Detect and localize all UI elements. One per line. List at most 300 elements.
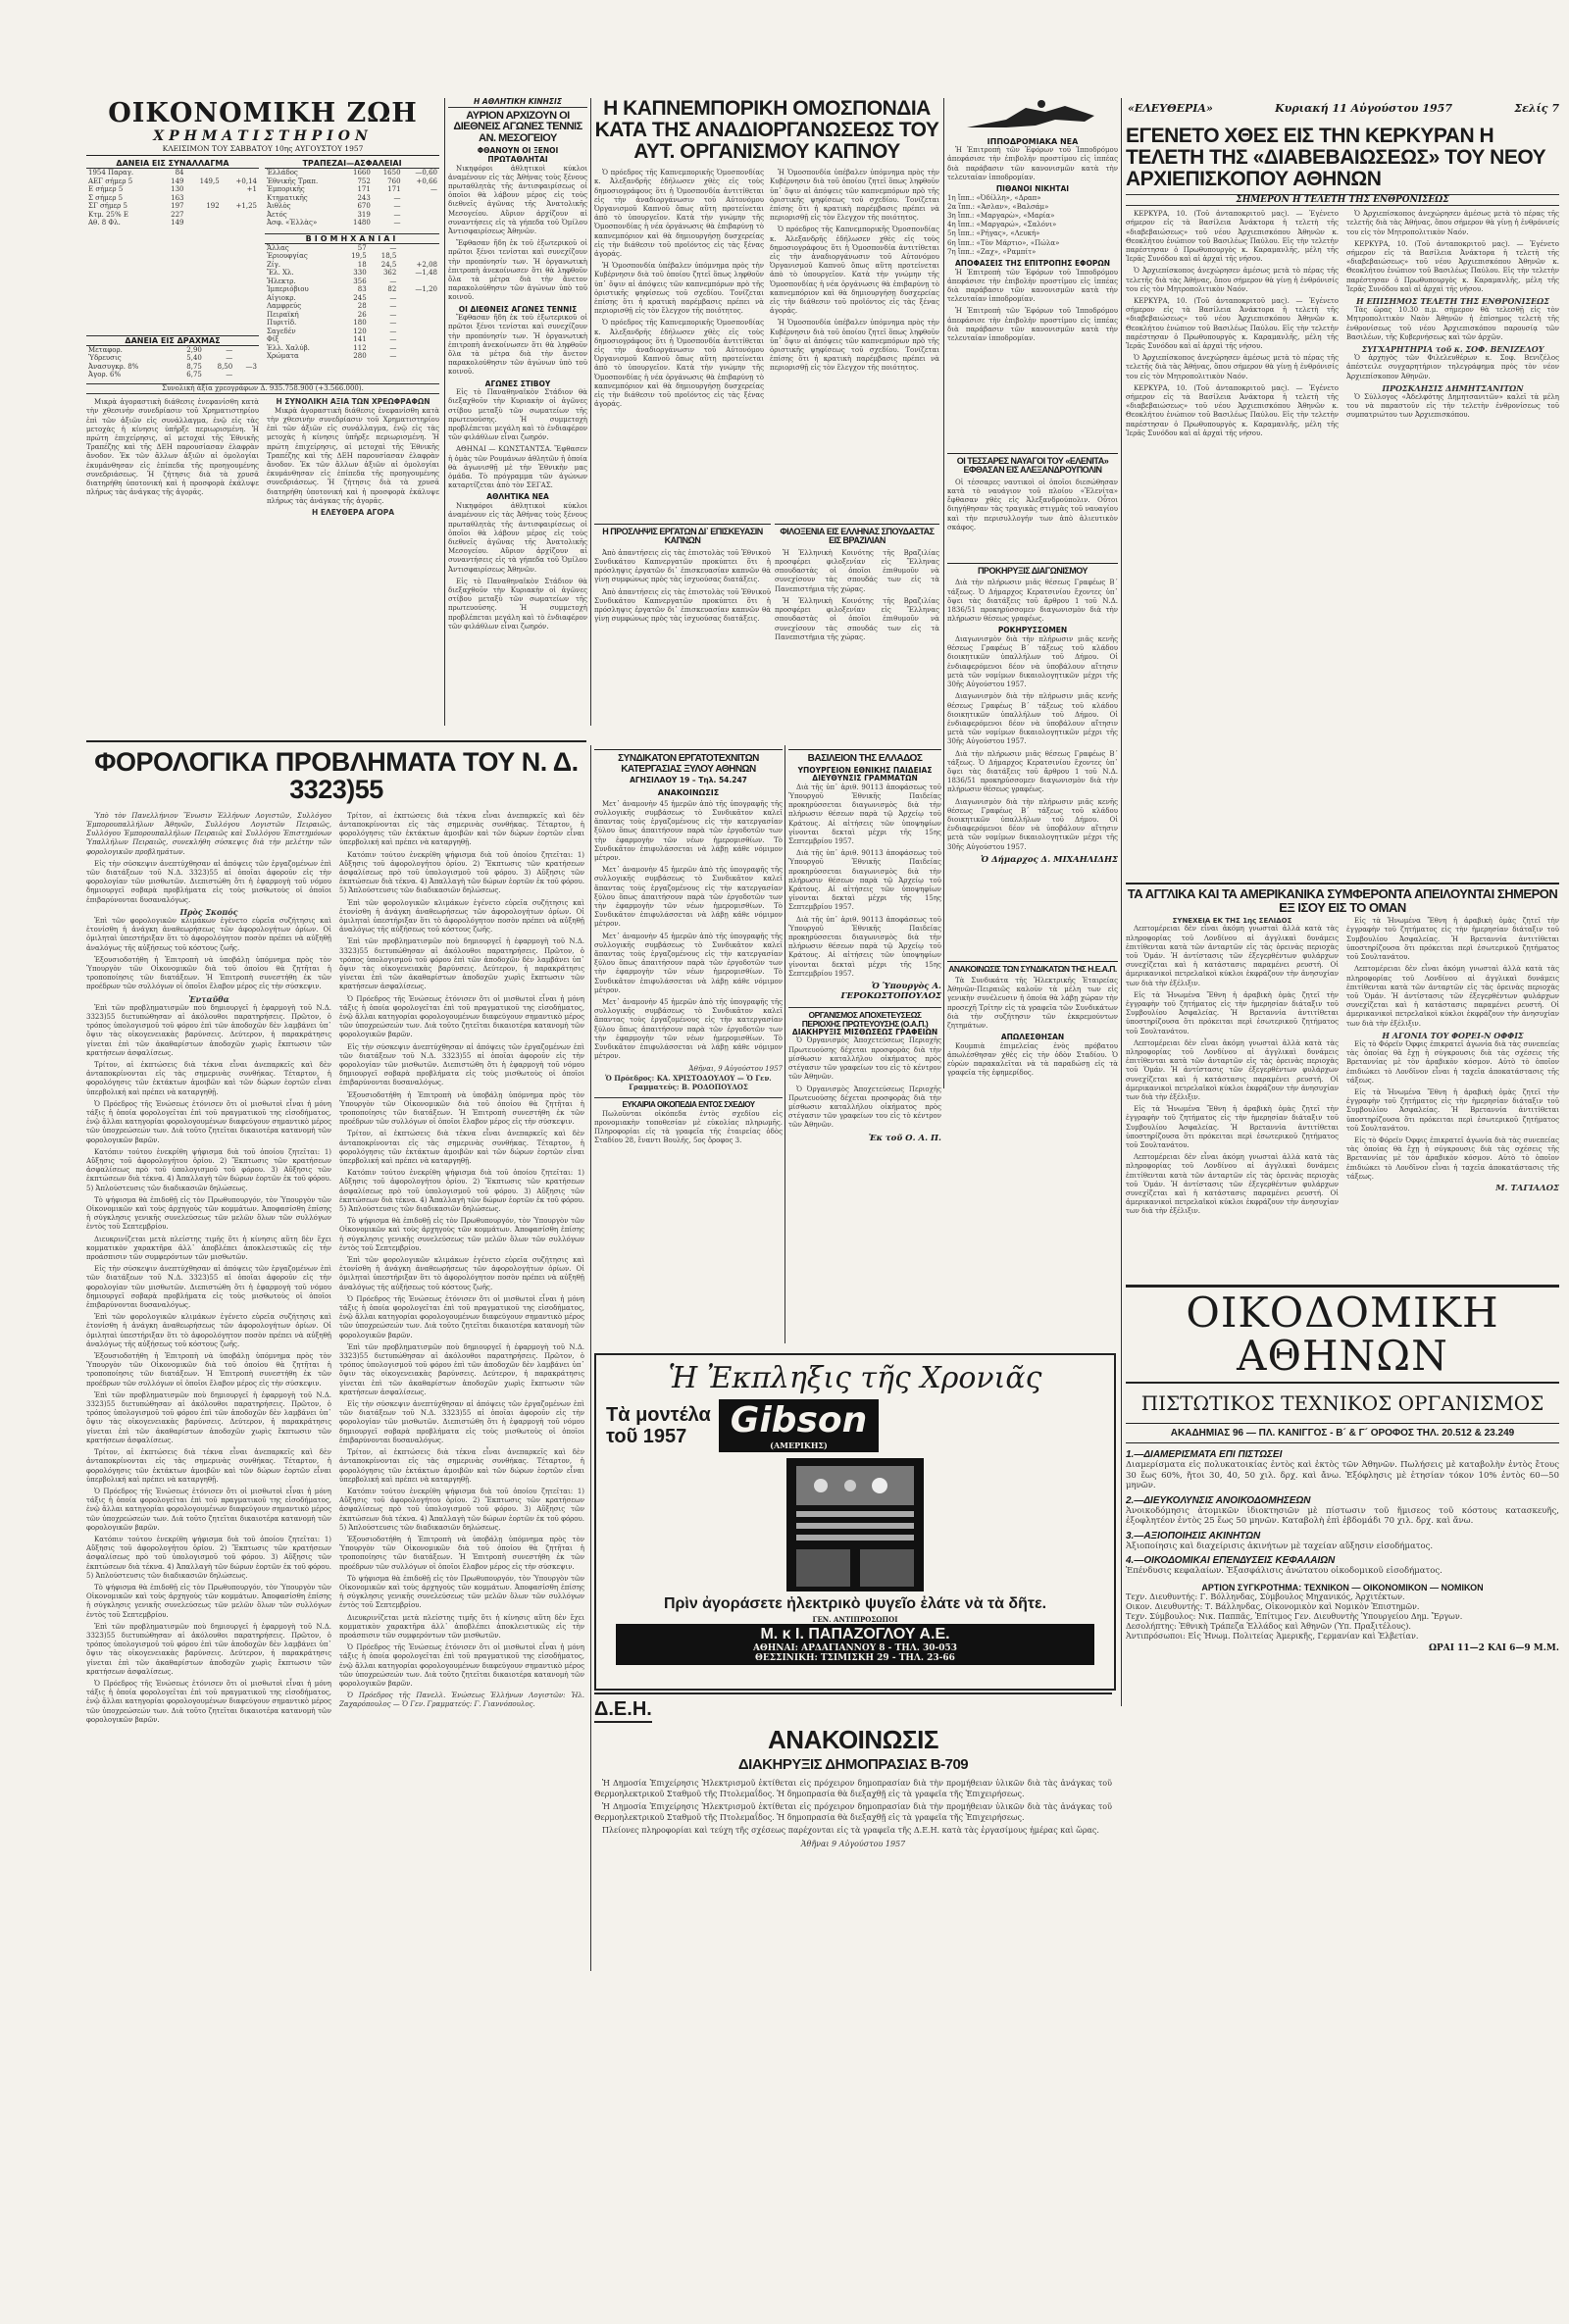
ministry-body2: Διὰ τῆς ὑπ᾽ ἀριθ. 90113 ἀποφάσεως τοῦ Ὑπουργοῦ Ἐθνικῆς Παιδείας προκηρύσσεται διαγωνισμὸς διὰ τὴν πλήρωσιν θέσεων παρὰ τῷ Ἀρχείῳ τοῦ Κράτους. Αἱ αἰτήσεις τῶν ὑποψηφίων γίνονται δεκταὶ μέχρι τῆς 15ης Σεπτεμβρίου 1957. [788, 849, 941, 912]
winner-item: 3η ἵππ.: «Μαργαρὼ», «Μαρία» [947, 212, 1055, 221]
kerkyra-body-c: Ὁ Ἀρχιεπίσκοπος ἀνεχώρησεν ἀμέσως μετὰ τὸ πέρας τῆς τελετῆς διὰ τὰς Ἀθήνας, ὅπου σήμερον θὰ γίνῃ ἡ ἐνθρόνισίς του εἰς τὸν Μητροπολιτικὸν Ναόν. [1126, 354, 1339, 380]
kerkyra-section [1126, 126, 1559, 881]
racing-title: ΙΠΠΟΔΡΟΜΙΑΚΑ ΝΕΑ [987, 137, 1079, 146]
price-cell [234, 354, 259, 363]
oap-sign: Ἐκ τοῦ Ο. Α. Π. [868, 1133, 941, 1143]
ministry-title: ΒΑΣΙΛΕΙΟΝ ΤΗΣ ΕΛΛΑΔΟΣ [807, 753, 923, 764]
price-cell: 245 [353, 293, 367, 302]
oap-body2: Ὁ Ὀργανισμὸς Ἀποχετεύσεως Περιοχῆς Πρωτευούσης δέχεται προσφορὰς διὰ τὴν μίσθωσιν καταλλήλου οἰκήματος πρὸς στέγασιν τῶν γραφείων του εἰς τὸ κέντρον τῶν Ἀθηνῶν. [788, 1085, 941, 1130]
dei-body: Ἡ Δημοσία Ἐπιχείρησις Ἠλεκτρισμοῦ ἐκτίθεται εἰς πρόχειρον δημοπρασίαν διὰ τὴν προμήθειαν ὑλικῶν διὰ τὰς ἀνάγκας τοῦ Θερμοηλεκτρικοῦ Σταθμοῦ τῆς Πτολεμαΐδος. Ἡ δημοπρασία θὰ διεξαχθῇ εἰς τὰ γραφεῖα τῆς Ἐπιχειρήσεως. [594, 1779, 1112, 1798]
kerkyra-body4: Ὁ ἀρχηγὸς τῶν Φιλελευθέρων κ. Σοφ. Βενιζέλος ἀπέστειλε συγχαρητήριον τηλεγράφημα πρὸς τὸν νέον Ἀρχιεπίσκοπον Ἀθηνῶν. [1346, 354, 1559, 380]
price-cell: 2,90 [186, 345, 202, 354]
loans-drachma-title: ΔΑΝΕΙΑ ΕΙΣ ΔΡΑΧΜΑΣ [86, 335, 259, 346]
oman-sub: Η ΑΓΟΝΙΑ ΤΟΥ ΦΟΡΕΙ-Ν ΟΦΦΙΣ [1382, 1030, 1524, 1040]
ad-agent-label: ΓΕΝ. ΑΝΤΙΠΡΟΣΩΠΟΙ [812, 1615, 898, 1624]
price-cell [398, 352, 439, 361]
tax-sub2: Ἐνταῦθα [188, 993, 229, 1004]
kerkyra-sub: ΣΗΜΕΡΟΝ Η ΤΕΛΕΤΗ ΤΗΣ ΕΝΘΡΟΝΙΣΕΩΣ [1126, 194, 1559, 206]
dei-sub: ΔΙΑΚΗΡΥΞΙΣ ΔΗΜΟΠΡΑΣΙΑΣ Β-709 [737, 1756, 969, 1774]
plots-body: Πωλοῦνται οἰκόπεδα ἐντὸς σχεδίου εἰς προνομιακὴν τοποθεσίαν μὲ εὐκολίας πληρωμῆς. Πληροφορίαι εἰς τὰ γραφεῖα τῆς ἐταιρείας ὁδὸς Σταδίου 28, ἔναντι Βουλῆς, 5ος ὄροφος 3. [594, 1109, 783, 1145]
competition-body: Διὰ τὴν πλήρωσιν μιᾶς θέσεως Γραφέως Β´ τάξεως. Ὁ Δήμαρχος Κερατσινίου ἔχοντες ὑπ᾽ ὄψει τὰς διατάξεις τοῦ ἄρθρου 1 τοῦ Ν.Δ. 1836/51 προκηρύσσομεν διαγωνισμὸν διὰ τὴν πλήρωσιν θέσεως γραφέως. [947, 579, 1118, 624]
issue-date: Κυριακή 11 Αὐγούστου 1957 [1275, 102, 1452, 115]
sport-body5: Νικηφόροι ἀθλητικοὶ κύκλοι ἀναμένουν εἰς τὰς Ἀθήνας τοὺς ξένους πρωταθλητὰς τῆς ἀντισφαιρίσεως οἱ ὁποῖοι θὰ λάβουν μέρος εἰς τοὺς διεθνεῖς ἀγῶνας τῆς Ἀνατολικῆς Μεσογείου. Αὔριον ἀρχίζουν αἱ συναντήσεις εἰς τὰ γήπεδα τοῦ Ὁμίλου Ἀντισφαιρίσεως Ἀθηνῶν. [448, 502, 587, 574]
price-cell: 752 [357, 177, 371, 185]
tax-p3b: Ἐξουσιοδοτήθη ἡ Ἐπιτροπὴ νὰ ὑποβάλῃ ὑπόμνημα πρὸς τὸν Ὑπουργὸν τῶν Οἰκονομικῶν διὰ τοῦ ὁποίου θὰ ζητῆται ἡ τροποποίησις τῶν διατάξεων. Ἡ Ἐπιτροπὴ συνεστήθη ἐκ τῶν προέδρων τῶν συλλόγων οἱ ὁποῖοι ἔλαβον μέρος εἰς τὴν σύσκεψιν. [86, 1352, 331, 1388]
tax-p5d: Τρίτον, αἱ ἐκπτώσεις διὰ τέκνα εἶναι ἀνεπαρκεῖς καὶ δὲν ἀνταποκρίνονται εἰς τὰς σημερινὰς συνθήκας. Τέταρτον, ἡ φορολόγησις τῶν ἐκτάκτων ἀμοιβῶν καὶ τῶν δώρων ἑορτῶν εἶναι ὑπερβολική καὶ πρέπει νὰ καταργηθῇ. [339, 1130, 584, 1165]
building-staff [1126, 1592, 1559, 1642]
oman-body-b: Λεπτομέρειαι δὲν εἶναι ἀκόμη γνωσταὶ ἀλλὰ κατὰ τὰς πληροφορίας τοῦ Λονδίνου αἱ ἀγγλικαὶ δυνάμεις ἐπιτίθενται κατὰ τῶν ἀνταρτῶν εἰς τὰς ὀρεινὰς περιοχὰς τοῦ Ὁμάν. Ἡ ἀντίστασις τῶν ἐξεγερθέντων φυλάρχων συνεχίζεται καὶ ἡ κατάστασις παραμένει ρευστή. Οἱ ἀμερικανικοὶ πετρελαϊκοὶ κύκλοι ἐκφράζουν τὴν ἀνησυχίαν των διὰ τὴν ἐξέλιξιν. [1126, 1038, 1339, 1101]
gibson-ad [594, 1353, 1116, 1691]
tax-p1b: Εἰς τὴν σύσκεψιν ἀνεπτύχθησαν αἱ ἀπόψεις τῶν ἐργαζομένων ἐπὶ τῶν διατάξεων τοῦ Ν.Δ. 3323)55 αἱ ὁποῖαι ἀφοροῦν εἰς τὴν φορολογίαν τῶν μισθωτῶν. Διεπιστώθη ὅτι ἡ ἐφαρμογὴ τοῦ νόμου δημιουργεῖ σοβαρὰ προβλήματα εἰς τοὺς μισθωτοὺς οἱ ὁποῖοι ἐπιβαρύνονται δυσαναλόγως. [86, 1265, 331, 1310]
price-cell: 28 [357, 302, 367, 311]
building-ad [1126, 1285, 1559, 1706]
competition-section [947, 563, 1118, 961]
price-cell: 5,40 [186, 354, 202, 363]
price-cell [186, 185, 222, 194]
price-cell: 83 [357, 285, 367, 294]
service-heading: 2.—ΔΙΕΥΚΟΛΥΝΣΙΣ ΑΝΟΙΚΟΔΟΜΗΣΕΩΝ [1126, 1494, 1311, 1506]
industry-row [265, 285, 439, 294]
sport-body4: ΑΘΗΝΑΙ — ΚΩΝΣΤΑΝΤΣΑ. Ἔφθασεν ἡ ὁμὰς τῶν Ρουμάνων ἀθλητῶν ἡ ὁποία θὰ ἀγωνισθῇ μὲ τὴν Ἐθνικὴν μας ὁμάδα. Τὸ πρόγραμμα τῶν ἀγώνων καταρτίζεται ἀπὸ τὸν ΣΕΓΑΣ. [448, 445, 587, 490]
ministry-sub: ΥΠΟΥΡΓΕΙΟΝ ΕΘΝΙΚΗΣ ΠΑΙΔΕΙΑΣ ΔΙΕΥΘΥΝΣΙΣ ΓΡΑΜΜΑΤΩΝ [797, 765, 933, 783]
paper-name: «ΕΛΕΥΘΕΡΙΑ» [1128, 102, 1213, 115]
tax-p6c: Ὁ Πρόεδρος τῆς Ἑνώσεως ἐτόνισεν ὅτι οἱ μισθωτοὶ εἶναι ἡ μόνη τάξις ἡ ὁποία φορολογεῖται ἐπὶ τοῦ πραγματικοῦ της εἰσοδήματος, ἐνῷ ἄλλαι κατηγορίαι φορολογουμένων διαφεύγουν σημαντικὸ μέρος τῶν ὑποχρεώσεών των. Διὰ τοῦτο ζητεῖται δικαιοτέρα κατανομὴ τῶν φορολογικῶν βαρῶν. [86, 1679, 331, 1724]
competition-body5: Διαγωνισμὸν διὰ τὴν πλήρωσιν μιᾶς κενῆς θέσεως Γραφέως Β´ τάξεως τοῦ κλάδου διοικητικῶν ὑπαλλήλων τοῦ Δήμου. Οἱ ἐνδιαφερόμενοι δέον νὰ ὑποβάλουν αἴτησιν μετὰ τῶν νομίμων δικαιολογητικῶν μέχρι τῆς 30ῆς Αὐγούστου 1957. [947, 797, 1118, 851]
kerkyra-body-f: ΚΕΡΚΥΡΑ, 10. (Τοῦ ἀνταποκριτοῦ μας). — Ἐγένετο σήμερον εἰς τὰ Βασίλεια Ἀνάκτορα ἡ τελετὴ τῆς «διαβεβαιώσεως» τοῦ νέου Ἀρχιεπισκόπου Ἀθηνῶν κ. Θεοκλήτου ἐνώπιον τοῦ Βασιλέως Παύλου. Εἰς τὴν τελετὴν παρέστησαν ὁ Πρωθυπουργὸς κ. Καραμανλῆς, μέλη τῆς Ἱερᾶς Συνόδου καὶ αἱ ἀρχαὶ τῆς νήσου. [1346, 239, 1559, 293]
security-name: Ζίγ. [267, 260, 281, 269]
price-cell [222, 194, 259, 203]
tax-p7: Κατόπιν τούτου ἐνεκρίθη ψήφισμα διὰ τοῦ ὁποίου ζητεῖται: 1) Αὔξησις τοῦ ἀφορολογήτου ὁρίου. 2) Ἔκπτωσις τῶν κρατήσεων ἀσφαλίσεως πρὸ τοῦ ὑπολογισμοῦ τοῦ φόρου. 3) Αὔξησις τῶν ἐκπτώσεων διὰ τέκνα. 4) Ἀπαλλαγὴ τῶν δώρων ἑορτῶν ἐκ τοῦ φόρου. 5) Ἀπλούστευσις τῶν διαδικασιῶν δηλώσεως. [86, 1147, 331, 1192]
session-line: ΚΛΕΙΣΙΜΟΝ ΤΟΥ ΣΑΒΒΑΤΟΥ 10ης ΑΥΓΟΥΣΤΟΥ 1957 [86, 144, 439, 156]
industry-row [265, 278, 439, 286]
tax-p4b: Ἐπὶ τῶν προβληματισμῶν ποὺ δημιουργεῖ ἡ ἐφαρμογὴ τοῦ Ν.Δ. 3323)55 διετυπώθησαν αἱ ἀκόλουθοι παρατηρήσεις. Πρῶτον, ὁ τρόπος ὑπολογισμοῦ τοῦ φόρου ἐπὶ τῶν ἀποδοχῶν δὲν λαμβάνει ὑπ᾽ ὄψιν τὰς οἰκογενειακὰς βαρύνσεις. Δεύτερον, ἡ παρακράτησις γίνεται ἐπὶ τῶν ἀκαθαρίστων ἀποδοχῶν χωρὶς ἔκπτωσιν τῶν κρατήσεων ἀσφαλίσεως. [86, 1390, 331, 1444]
syndicate-sign: Ὁ Πρόεδρος: ΚΑ. ΧΡΙΣΤΟΔΟΥΛΟΥ — Ὁ Γεν. Γραμματεὺς: Β. ΡΟΔΟΠΟΥΛΟΣ [605, 1073, 772, 1091]
tax-p1: Εἰς τὴν σύσκεψιν ἀνεπτύχθησαν αἱ ἀπόψεις τῶν ἐργαζομένων ἐπὶ τῶν διατάξεων τοῦ Ν.Δ. 3323)55 αἱ ὁποῖαι ἀφοροῦν εἰς τὴν φορολογίαν τῶν μισθωτῶν. Διεπιστώθη ὅτι ἡ ἐφαρμογὴ τοῦ νόμου δημιουργεῖ σοβαρὰ προβλήματα εἰς τοὺς μισθωτοὺς οἱ ὁποῖοι ἐπιβαρύνονται δυσαναλόγως. [86, 859, 331, 904]
price-cell: 149 [171, 177, 184, 185]
ad-models-2: τοῦ 1957 [606, 1426, 687, 1447]
sport-title: ΑΥΡΙΟΝ ΑΡΧΙΖΟΥΝ ΟΙ ΔΙΕΘΝΕΙΣ ΑΓΩΝΕΣ ΤΕΝΝΙΣ ΑΝ. ΜΕΣΟΓΕΙΟΥ [453, 109, 582, 144]
price-cell [186, 211, 222, 220]
price-cell: — [389, 277, 397, 285]
market-report: Μικρὰ ἀγοραστικὴ διάθεσις ἐνεφανίσθη κατὰ τὴν χθεσινὴν συνεδρίασιν τοῦ Χρηματιστηρίου ἐπὶ τῶν ἀξιῶν εἰς συνάλλαγμα, ἐνῷ εἰς τὰς μετοχὰς ἡ κίνησις ὑπῆρξε περιωρισμένη. Ἡ πρώτη ἐπιχείρησις, αἱ μετοχαὶ τῆς Ἐθνικῆς Τραπέζης καὶ τῆς ΔΕΗ παρουσίασαν ἐλαφρὰν ἄνοδον. Ἐκ τῶν ἄλλων ἀξιῶν αἱ ὁμολογίαι ἐκυμάνθησαν εἰς ἐπίπεδα τῆς προηγουμένης συνεδριάσεως. Ἡ ζήτησις διὰ τὰ χρυσᾶ διατηρήθη ὑποτονική καὶ ἡ προσφορὰ ἐκάλυψε πλήρως τὰς ἀνάγκας τῆς ἀγορᾶς. [86, 398, 259, 497]
loan-fx-row [86, 211, 259, 220]
price-cell: 163 [171, 193, 184, 202]
kerkyra-sub3: ΣΥΓΧΑΡΗΤΗΡΙΑ τοῦ κ. ΣΟΦ. ΒΕΝΙΖΕΛΟΥ [1361, 343, 1544, 354]
ministry-section [788, 749, 941, 1350]
oman-body-c: Εἰς τὰ Ἡνωμένα Ἔθνη ἡ ἀραβικὴ ὁμὰς ζητεῖ τὴν ἐγγραφὴν τοῦ ζητήματος εἰς τὴν ἡμερησίαν διάταξιν τοῦ Συμβουλίου Ἀσφαλείας. Ἡ Βρεταννία ἀντιτίθεται ὑποστηρίζουσα ὅτι πρόκειται περὶ ἐσωτερικοῦ ζητήματος τοῦ Σουλτανάτου. [1126, 1105, 1339, 1149]
price-cell [222, 211, 259, 220]
loan-drachma-row [86, 363, 259, 372]
tax-title: ΦΟΡΟΛΟΓΙΚΑ ΠΡΟΒΛΗΜΑΤΑ ΤΟΥ Ν. Δ. 3323)55 [94, 747, 579, 805]
price-cell: — [389, 352, 397, 361]
security-name: Ἀγορ. 6% [88, 371, 122, 379]
price-cell: 6,75 [186, 371, 202, 379]
loans-fx-table [86, 169, 259, 227]
dei-logo: Δ.Ε.Η. [594, 1698, 652, 1723]
price-cell: —1,48 [415, 269, 437, 278]
tobacco-body5: Ὁ πρόεδρος τῆς Καπνεμπορικῆς Ὁμοσπονδίας κ. Ἀλεξανδρῆς ἐδήλωσεν χθὲς εἰς τοὺς δημοσιογράφους ὅτι ἡ Ὁμοσπονδία ἀντιτίθεται εἰς τὴν ἀναδιοργάνωσιν τοῦ Αὐτονόμου Ὀργανισμοῦ Καπνοῦ ὅπως αὕτη προτείνεται ἀπὸ τὸ ὑπουργεῖον. Κατὰ τὴν γνώμην τῆς Ὁμοσπονδίας ἡ νέα ὀργάνωσις θὰ ἐπιβαρύνῃ τὸ καπνεμπόριον καὶ θὰ δημιουργήσῃ δυσχερείας εἰς τὴν διάθεσιν τοῦ προϊόντος εἰς τὰς ξένας ἀγοράς. [770, 226, 939, 316]
tax-p7c: Κατόπιν τούτου ἐνεκρίθη ψήφισμα διὰ τοῦ ὁποίου ζητεῖται: 1) Αὔξησις τοῦ ἀφορολογήτου ὁρίου. 2) Ἔκπτωσις τῶν κρατήσεων ἀσφαλίσεως πρὸ τοῦ ὑπολογισμοῦ τοῦ φόρου. 3) Αὔξησις τῶν ἐκπτώσεων διὰ τέκνα. 4) Ἀπαλλαγὴ τῶν δώρων ἑορτῶν ἐκ τοῦ φόρου. 5) Ἀπλούστευσις τῶν διαδικασιῶν δηλώσεως. [339, 850, 584, 895]
oman-body-h: Εἰς τὸ Φόρεϊν Όφφις ἐπικρατεῖ ἀγωνία διὰ τὰς συνεπείας τὰς ὁποίας θὰ ἔχῃ ἡ σύγκρουσις διὰ τὰς σχέσεις τῆς Βρεταννίας μὲ τὸν ἀραβικὸν κόσμον. Αὐτὸ τὸ ὁποῖον ἐπιδιώκει τὸ Λονδῖνον εἶναι ἡ ταχεῖα ἀποκατάστασις τῆς τάξεως. [1346, 1136, 1559, 1181]
page-number: Σελίς 7 [1514, 102, 1559, 115]
economy-section [86, 98, 439, 731]
sport-sub4: ΑΘΛΗΤΙΚΑ ΝΕΑ [486, 492, 549, 502]
price-cell: — [226, 345, 233, 354]
price-cell: +1,25 [235, 202, 257, 211]
staff-line: Ἀντιπρόσωποι: Εἰς Ἠνωμ. Πολιτείας Ἀμερικῆς, Γερμανίαν καὶ Ἑλβετίαν. [1126, 1631, 1419, 1641]
tax-p1d: Εἰς τὴν σύσκεψιν ἀνεπτύχθησαν αἱ ἀπόψεις τῶν ἐργαζομένων ἐπὶ τῶν διατάξεων τοῦ Ν.Δ. 3323)55 αἱ ὁποῖαι ἀφοροῦν εἰς τὴν φορολογίαν τῶν μισθωτῶν. Διεπιστώθη ὅτι ἡ ἐφαρμογὴ τοῦ νόμου δημιουργεῖ σοβαρὰ προβλήματα εἰς τοὺς μισθωτοὺς οἱ ὁποῖοι ἐπιβαρύνονται δυσαναλόγως. [339, 1400, 584, 1444]
winner-item: 2α ἵππ.: «Ἀσλαν», «Βαλσάμ» [947, 202, 1049, 211]
building-services [1126, 1449, 1559, 1577]
security-name: Ἑλλάδος [267, 169, 298, 177]
dei-body2: Πλείονες πληροφορίαι καὶ τεύχη τῆς σχέσεως παρέχονται εἰς τὰ γραφεῖα τῆς Δ.Ε.Η. κατὰ τὰς ἐργασίμους ἡμέρας καὶ ὥρας. [602, 1826, 1099, 1836]
staff-line: Τεχν. Σύμβουλος: Νικ. Παππᾶς, Ἐπίτιμος Γεν. Διευθυντὴς Ὑπουργείου Δημ. Ἔργων. [1126, 1611, 1463, 1621]
price-cell: — [389, 343, 397, 352]
security-name: Αἰγιοκρ. [267, 293, 296, 302]
price-cell: 180 [353, 319, 367, 328]
price-cell: — [393, 210, 401, 219]
sailors-section [947, 453, 1118, 562]
sailors-body: Οἱ τέσσαρες ναυτικοὶ οἱ ὁποῖοι διεσώθησαν κατὰ τὸ ναυάγιον τοῦ πλοίου «Ἐλενίτα» ἔφθασαν χθὲς εἰς Ἀλεξανδρούπολιν. Οὗτοι διηγήθησαν τὰς τραγικὰς στιγμὰς τοῦ ναυαγίου καὶ τὴν περισυλλογήν των ἀπὸ ἁλιευτικὸν σκάφος. [947, 478, 1118, 531]
market-total: Συνολικὴ ἀξία χρεογράφων Δ. 935.758.900 (+3.566.000). [86, 383, 439, 394]
syndicate-body3: Μετ᾽ ἀναμονὴν 45 ἡμερῶν ἀπὸ τῆς ὑπογραφῆς τῆς συλλογικῆς συμβάσεως τὸ Συνδικᾶτον καλεῖ ἅπαντας τοὺς ἐργαζομένους εἰς τὴν κατεργασίαν ξύλου ὅπως ἀπαιτήσουν παρὰ τῶν ἐργοδοτῶν των τὴν ἐφαρμογὴν τῶν νέων ἡμερομισθίων. Τὸ Συνδικᾶτον ἐπιφυλάσσεται νὰ λάβῃ κάθε νόμιμον μέτρον. [594, 932, 783, 994]
bank-row [265, 185, 439, 194]
oman-body-f: Λεπτομέρειαι δὲν εἶναι ἀκόμη γνωσταὶ ἀλλὰ κατὰ τὰς πληροφορίας τοῦ Λονδίνου αἱ ἀγγλικαὶ δυνάμεις ἐπιτίθενται κατὰ τῶν ἀνταρτῶν εἰς τὰς ὀρεινὰς περιοχὰς τοῦ Ὁμάν. Ἡ ἀντίστασις τῶν ἐξεγερθέντων φυλάρχων συνεχίζεται καὶ ἡ κατάστασις παραμένει ρευστή. Οἱ ἀμερικανικοὶ πετρελαϊκοὶ κύκλοι ἐκφράζουν τὴν ἀνησυχίαν των διὰ τὴν ἐξέλιξιν. [1346, 965, 1559, 1028]
price-cell: 171 [387, 185, 401, 194]
tax-p3: Ἐξουσιοδοτήθη ἡ Ἐπιτροπὴ νὰ ὑποβάλῃ ὑπόμνημα πρὸς τὸν Ὑπουργὸν τῶν Οἰκονομικῶν διὰ τοῦ ὁποίου θὰ ζητῆται ἡ τροποποίησις τῶν διατάξεων. Ἡ Ἐπιτροπὴ συνεστήθη ἐκ τῶν προέδρων τῶν συλλόγων οἱ ὁποῖοι ἔλαβον μέρος εἰς τὴν σύσκεψιν. [86, 955, 331, 991]
security-name: Πειραϊκή [267, 310, 299, 319]
sport-section [448, 98, 587, 735]
sport-body: Νικηφόροι ἀθλητικοὶ κύκλοι ἀναμένουν εἰς τὰς Ἀθήνας τοὺς ξένους πρωταθλητὰς τῆς ἀντισφαιρίσεως οἱ ὁποῖοι θὰ λάβουν μέρος εἰς τοὺς διεθνεῖς ἀγῶνας τῆς Ἀνατολικῆς Μεσογείου. Αὔριον ἀρχίζουν αἱ συναντήσεις εἰς τὰ γήπεδα τοῦ Ὁμίλου Ἀντισφαιρίσεως Ἀθηνῶν. [448, 164, 587, 235]
price-cell: 130 [171, 185, 184, 194]
winner-item: 6η ἵππ.: «Τὸν Μάρτιο», «Πώλα» [947, 238, 1060, 247]
price-cell: — [393, 193, 401, 202]
unions-body: Τὰ Συνδικάτα τῆς Ἠλεκτρικῆς Ἑταιρείας Ἀθηνῶν-Πειραιῶς καλοῦν τὰ μέλη των εἰς γενικὴν συνέλευσιν ἡ ὁποία θὰ λάβῃ χώραν τὴν προσεχῆ Τρίτην εἰς τὰ γραφεῖα τῶν Συνδικάτων διὰ τὴν συζήτησιν τῶν ἐκκρεμούντων ζητημάτων. [947, 976, 1118, 1030]
price-cell: +1 [246, 185, 257, 194]
staff-line: Τεχν. Διευθυντής: Γ. Βόλληνδας, Σύμβουλος Μηχανικός, Ἀρχιτέκτων. [1126, 1591, 1405, 1601]
price-cell: 362 [382, 269, 397, 278]
tax-p8b: Τὸ ψήφισμα θὰ ἐπιδοθῇ εἰς τὸν Πρωθυπουργόν, τὸν Ὑπουργὸν τῶν Οἰκονομικῶν καὶ τοὺς ἀρχηγοὺς τῶν κομμάτων. Ἀποφασίσθη ἐπίσης ἡ σύγκλησις γενικῆς συνελεύσεως τῶν μελῶν ὅλων τῶν συλλόγων ἐντὸς τοῦ Σεπτεμβρίου. [86, 1583, 331, 1619]
loans-fx-title: ΔΑΝΕΙΑ ΕΙΣ ΣΥΝΑΛΛΑΓΜΑ [86, 159, 259, 169]
kerkyra-body2: Ὁ Ἀρχιεπίσκοπος ἀνεχώρησεν ἀμέσως μετὰ τὸ πέρας τῆς τελετῆς διὰ τὰς Ἀθήνας, ὅπου σήμερον θὰ γίνῃ ἡ ἐνθρόνισίς του εἰς τὸν Μητροπολιτικὸν Ναόν. [1126, 267, 1339, 293]
price-cell: 192 [206, 202, 220, 211]
price-cell [186, 194, 222, 203]
ministry-sign: Ὁ Ὑπουργὸς Α. ΓΕΡΟΚΩΣΤΟΠΟΥΛΟΣ [840, 982, 941, 1002]
price-cell: 670 [357, 202, 371, 211]
building-sub: ΠΙΣΤΩΤΙΚΟΣ ΤΕΧΝΙΚΟΣ ΟΡΓΑΝΙΣΜΟΣ [1140, 1391, 1544, 1416]
price-cell: 197 [171, 202, 184, 211]
price-cell [398, 311, 439, 320]
ad-call-to-action: Πρὶν ἀγοράσετε ἠλεκτρικὸ ψυγεῖο ἐλάτε νὰ τὰ δῆτε. [663, 1595, 1047, 1612]
security-name: Μεταφορ. [88, 345, 123, 354]
price-cell [403, 202, 439, 211]
price-cell [234, 346, 259, 355]
workers-section [594, 524, 771, 745]
oap-title: ΟΡΓΑΝΙΣΜΟΣ ΑΠΟΧΕΤΕΥΣΕΩΣ ΠΕΡΙΟΧΗΣ ΠΡΩΤΕΥΟΥΣΗΣ (Ο.Α.Π.) [788, 1007, 941, 1029]
industry-row [265, 252, 439, 261]
price-cell: 760 [387, 177, 401, 185]
loan-fx-row [86, 177, 259, 186]
security-name: Ἐριουφγίας [267, 252, 308, 261]
security-name: Σ σήμερ 5 [88, 193, 124, 202]
security-name: Ἠλεκτρ. [267, 277, 296, 285]
oman-body-d: Λεπτομέρειαι δὲν εἶναι ἀκόμη γνωσταὶ ἀλλὰ κατὰ τὰς πληροφορίας τοῦ Λονδίνου αἱ ἀγγλικαὶ δυνάμεις ἐπιτίθενται κατὰ τῶν ἀνταρτῶν εἰς τὰς ὀρεινὰς περιοχὰς τοῦ Ὁμάν. Ἡ ἀντίστασις τῶν ἐξεγερθέντων φυλάρχων συνεχίζεται καὶ ἡ κατάστασις παραμένει ρευστή. Οἱ ἀμερικανικοὶ πετρελαϊκοὶ κύκλοι ἐκφράζουν τὴν ἀνησυχίαν των διὰ τὴν ἐξέλιξιν. [1126, 1153, 1339, 1216]
price-cell: 120 [353, 327, 367, 335]
loan-fx-row [86, 202, 259, 211]
industry-row [265, 335, 439, 344]
students-title: ΦΙΛΟΞΕΝΙΑ ΕΙΣ ΕΛΛΗΝΑΣ ΣΠΟΥΔΑΣΤΑΣ ΕΙΣ ΒΡΑΖΙΛΙΑΝ [780, 527, 935, 546]
price-cell [186, 219, 222, 227]
oman-body-e: Εἰς τὰ Ἡνωμένα Ἔθνη ἡ ἀραβικὴ ὁμὰς ζητεῖ τὴν ἐγγραφὴν τοῦ ζητήματος εἰς τὴν ἡμερησίαν διάταξιν τοῦ Συμβουλίου Ἀσφαλείας. Ἡ Βρεταννία ἀντιτίθεται ὑποστηρίζουσα ὅτι πρόκειται περὶ ἐσωτερικοῦ ζητήματος τοῦ Σουλτανάτου. [1346, 917, 1559, 962]
price-cell [398, 335, 439, 344]
syndicate-title: ΣΥΝΔΙΚΑΤΟΝ ΕΡΓΑΤΟΤΕΧΝΙΤΩΝ ΚΑΤΕΡΓΑΣΙΑΣ ΞΥΛΟΥ ΑΘΗΝΩΝ [618, 753, 759, 775]
tax-p2c: Ἐπὶ τῶν φορολογικῶν κλιμάκων ἐγένετο εὐρεῖα συζήτησις καὶ ἐτονίσθη ἡ ἀνάγκη ἀναθεωρήσεως τῶν ἀφορολογήτων ὁρίων. Οἱ ὁμιληταὶ ὑπεστήριξαν ὅτι τὸ ἀφορολόγητον ποσὸν πρέπει νὰ αὐξηθῇ ἀναλόγως τῆς αὐξήσεως τοῦ κόστους ζωῆς. [339, 898, 584, 935]
winner-item: 4η ἵππ.: «Μαργαρώ», «Σαλόνι» [947, 221, 1057, 229]
tax-p9b: Διευκρινίζεται μετὰ πλείστης τιμῆς ὅτι ἡ κίνησις αὕτη δὲν ἔχει κομματικὸν χαρακτῆρα ἀλλ᾽ ἀποβλέπει ἀποκλειστικῶς εἰς τὴν προάσπισιν τῶν συμφερόντων τῶν μισθωτῶν. [339, 1613, 584, 1640]
price-cell [398, 319, 439, 328]
racing-section [947, 98, 1118, 451]
oap-body: Ὁ Ὀργανισμὸς Ἀποχετεύσεως Περιοχῆς Πρωτευούσης δέχεται προσφορὰς διὰ τὴν μίσθωσιν καταλλήλου οἰκήματος πρὸς στέγασιν τῶν γραφείων του εἰς τὸ κέντρον τῶν Ἀθηνῶν. [788, 1036, 941, 1082]
price-cell: — [430, 185, 437, 194]
loan-fx-row [86, 194, 259, 203]
price-cell [186, 169, 222, 177]
page-masthead [1128, 102, 1559, 122]
tobacco-body3: Ὁ πρόεδρος τῆς Καπνεμπορικῆς Ὁμοσπονδίας κ. Ἀλεξανδρῆς ἐδήλωσεν χθὲς εἰς τοὺς δημοσιογράφους ὅτι ἡ Ὁμοσπονδία ἀντιτίθεται εἰς τὴν ἀναδιοργάνωσιν τοῦ Αὐτονόμου Ὀργανισμοῦ Καπνοῦ ὅπως αὕτη προτείνεται ἀπὸ τὸ ὑπουργεῖον. Κατὰ τὴν γνώμην τῆς Ὁμοσπονδίας ἡ νέα ὀργάνωσις θὰ ἐπιβαρύνῃ τὸ καπνεμπόριον καὶ θὰ δημιουργήσῃ δυσχερείας εἰς τὴν διάθεσιν τοῦ προϊόντος εἰς τὰς ξένας ἀγοράς. [594, 319, 764, 409]
oman-body-g: Εἰς τὰ Ἡνωμένα Ἔθνη ἡ ἀραβικὴ ὁμὰς ζητεῖ τὴν ἐγγραφὴν τοῦ ζητήματος εἰς τὴν ἡμερησίαν διάταξιν τοῦ Συμβουλίου Ἀσφαλείας. Ἡ Βρεταννία ἀντιτίθεται ὑποστηρίζουσα ὅτι πρόκειται περὶ ἐσωτερικοῦ ζητήματος τοῦ Σουλτανάτου. [1346, 1087, 1559, 1133]
building-staff-title: ΑΡΤΙΟΝ ΣΥΓΚΡΟΤΗΜΑ: ΤΕΧΝΙΚΟΝ — ΟΙΚΟΝΟΜΙΚΟΝ — ΝΟΜΙΚΟΝ [1201, 1582, 1484, 1592]
price-cell: 8,75 [186, 362, 202, 371]
ministry-body: Διὰ τῆς ὑπ᾽ ἀριθ. 90113 ἀποφάσεως τοῦ Ὑπουργοῦ Ἐθνικῆς Παιδείας προκηρύσσεται διαγωνισμὸς διὰ τὴν πλήρωσιν θέσεων παρὰ τῷ Ἀρχείῳ τοῦ Κράτους. Αἱ αἰτήσεις τῶν ὑποψηφίων γίνονται δεκταὶ μέχρι τῆς 15ης Σεπτεμβρίου 1957. [788, 783, 941, 845]
security-name: Σαγεδέν [267, 327, 296, 335]
service-text: Ἐπένδυσις κεφαλαίων. Ἐξασφάλισις ἀνώτατου οἰκοδομικοῦ εἰσοδήματος. [1126, 1566, 1442, 1577]
banks-title: ΤΡΑΠΕΖΑΙ—ΑΣΦΑΛΕΙΑΙ [265, 159, 439, 169]
sport-sub1: ΦΘΑΝΟΥΝ ΟΙ ΞΕΝΟΙ ΠΡΩΤΑΘΛΗΤΑΙ [477, 146, 559, 164]
price-cell [398, 252, 439, 261]
gold-heading: Η ΕΛΕΥΘΕΡΑ ΑΓΟΡΑ [311, 507, 395, 517]
ad-agent: Μ. κ Ι. ΠΑΠΑΖΟΓΛΟΥ Α.Ε. [760, 1626, 950, 1642]
loan-drachma-row [86, 354, 259, 363]
racing-body: Ἡ Ἐπιτροπὴ τῶν Ἐφόρων τοῦ Ἱπποδρόμου ἀπεφάσισε τὴν ἐπιβολὴν προστίμου εἰς ἱππέας διὰ παράβασιν τῶν κανονισμῶν κατὰ τὴν τελευταίαν ἱπποδρομίαν. [947, 146, 1118, 181]
building-hours: ΩΡΑΙ 11—2 ΚΑΙ 6—9 Μ.Μ. [1428, 1642, 1559, 1653]
sport-sub2: ΟΙ ΔΙΕΘΝΕΙΣ ΑΓΩΝΕΣ ΤΕΝΝΙΣ [458, 304, 578, 314]
sport-kicker: Η ΑΘΛΗΤΙΚΗ ΚΙΝΗΣΙΣ [448, 98, 587, 108]
price-cell: 112 [353, 343, 367, 352]
racing-sub: ΑΠΟΦΑΣΕΙΣ ΤΗΣ ΕΠΙΤΡΟΠΗΣ ΕΦΟΡΩΝ [954, 259, 1111, 269]
tobacco-body2: Ἡ Ὁμοσπονδία ὑπέβαλεν ὑπόμνημα πρὸς τὴν Κυβέρνησιν διὰ τοῦ ὁποίου ζητεῖ ὅπως ληφθοῦν ὑπ᾽ ὄψιν αἱ ἀπόψεις τῶν καπνεμπόρων πρὸ τῆς ὁριστικῆς ψηφίσεως τοῦ σχεδίου. Τονίζεται ἐπίσης ὅτι ἡ κρατικὴ παρέμβασις πρέπει νὰ περιορισθῇ εἰς τὸν ἔλεγχον τῆς ποιότητος. [594, 262, 764, 316]
industries-table [265, 244, 439, 361]
sport-body6: Εἰς τὸ Παναθηναϊκὸν Στάδιον θὰ διεξαχθοῦν τὴν Κυριακὴν οἱ ἀγῶνες στίβου μεταξὺ τῶν σωματείων τῆς πρωτευούσης. Ἡ συμμετοχὴ προβλέπεται μεγάλη καὶ τὸ ἐνδιαφέρον τῶν φιλάθλων εἶναι ζωηρόν. [448, 577, 587, 631]
oman-sign: Μ. ΤΑΓΙΑΛΟΣ [1495, 1183, 1559, 1193]
price-cell: — [389, 302, 397, 311]
tax-p2d: Ἐπὶ τῶν φορολογικῶν κλιμάκων ἐγένετο εὐρεῖα συζήτησις καὶ ἐτονίσθη ἡ ἀνάγκη ἀναθεωρήσεως τῶν ἀφορολογήτων ὁρίων. Οἱ ὁμιληταὶ ὑπεστήριξαν ὅτι τὸ ἀφορολόγητον ποσὸν πρέπει νὰ αὐξηθῇ ἀναλόγως τῆς αὐξήσεως τοῦ κόστους ζωῆς. [339, 1256, 584, 1291]
security-name: Ἀιθλὸς [267, 202, 291, 211]
bank-row [265, 169, 439, 177]
service-heading: 3.—ΑΞΙΟΠΟΙΗΣΙΣ ΑΚΙΝΗΤΩΝ [1126, 1530, 1261, 1541]
kerkyra-body3: Τὰς ὥρας 10.30 π.μ. σήμερον θὰ τελεσθῇ εἰς τὸν Μητροπολιτικὸν Ναὸν Ἀθηνῶν ἡ ἐπίσημος τελετὴ τῆς ἐνθρονίσεως τοῦ νέου Ἀρχιεπισκόπου παρουσίᾳ τῶν Βασιλέων, τῆς Κυβερνήσεως καὶ τῶν ἀρχῶν. [1346, 306, 1559, 341]
price-cell: 26 [357, 310, 367, 319]
syndicate-body2: Μετ᾽ ἀναμονὴν 45 ἡμερῶν ἀπὸ τῆς ὑπογραφῆς τῆς συλλογικῆς συμβάσεως τὸ Συνδικᾶτον καλεῖ ἅπαντας τοὺς ἐργαζομένους εἰς τὴν κατεργασίαν ξύλου ὅπως ἀπαιτήσουν παρὰ τῶν ἐργοδοτῶν των τὴν ἐφαρμογὴν τῶν νέων ἡμερομισθίων. Τὸ Συνδικᾶτον ἐπιφυλάσσεται νὰ λάβῃ κάθε νόμιμον μέτρον. [594, 866, 783, 929]
tobacco-body4: Ἡ Ὁμοσπονδία ὑπέβαλεν ὑπόμνημα πρὸς τὴν Κυβέρνησιν διὰ τοῦ ὁποίου ζητεῖ ὅπως ληφθοῦν ὑπ᾽ ὄψιν αἱ ἀπόψεις τῶν καπνεμπόρων πρὸ τῆς ὁριστικῆς ψηφίσεως τοῦ σχεδίου. Τονίζεται ἐπίσης ὅτι ἡ κρατικὴ παρέμβασις πρέπει νὰ περιορισθῇ εἰς τὸν ἔλεγχον τῆς ποιότητος. [770, 169, 939, 223]
price-cell: +0,66 [416, 177, 437, 185]
price-cell: 356 [353, 277, 367, 285]
price-cell [398, 244, 439, 253]
oman-section [1126, 883, 1559, 1282]
price-cell: 8,50 [217, 362, 233, 371]
tax-p8: Τὸ ψήφισμα θὰ ἐπιδοθῇ εἰς τὸν Πρωθυπουργόν, τὸν Ὑπουργὸν τῶν Οἰκονομικῶν καὶ τοὺς ἀρχηγοὺς τῶν κομμάτων. Ἀποφασίσθη ἐπίσης ἡ σύγκλησις γενικῆς συνελεύσεως τῶν μελῶν ὅλων τῶν συλλόγων ἐντὸς τοῦ Σεπτεμβρίου. [86, 1195, 331, 1232]
oman-title: ΤΑ ΑΓΓΛΙΚΑ ΚΑΙ ΤΑ ΑΜΕΡΙΚΑΝΙΚΑ ΣΥΜΦΕΡΟΝΤΑ ΑΠΕΙΛΟΥΝΤΑΙ ΣΗΜΕΡΟΝ ΕΞ ΙΣΟΥ ΕΙΣ ΤΟ ΟΜΑΝ [1127, 886, 1558, 915]
security-name: Πυριτίδ. [267, 319, 297, 328]
market-report-2: Μικρὰ ἀγοραστικὴ διάθεσις ἐνεφανίσθη κατὰ τὴν χθεσινὴν συνεδρίασιν τοῦ Χρηματιστηρίου ἐπὶ τῶν ἀξιῶν εἰς συνάλλαγμα, ἐνῷ εἰς τὰς μετοχὰς ἡ κίνησις ὑπῆρξε περιωρισμένη. Ἡ πρώτη ἐπιχείρησις, αἱ μετοχαὶ τῆς Ἐθνικῆς Τραπέζης καὶ τῆς ΔΕΗ παρουσίασαν ἐλαφρὰν ἄνοδον. Ἐκ τῶν ἄλλων ἀξιῶν αἱ ὁμολογίαι ἐκυμάνθησαν εἰς ἐπίπεδα τῆς προηγουμένης συνεδριάσεως. Ἡ ζήτησις διὰ τὰ χρυσᾶ διατηρήθη ὑποτονική καὶ ἡ προσφορὰ ἐκάλυψε πλήρως τὰς ἀνάγκας τῆς ἀγορᾶς. [267, 406, 439, 505]
price-cell [403, 211, 439, 220]
security-name: Ἐμπορικῆς [267, 185, 305, 194]
workers-title: Η ΠΡΟΣΛΗΨΙΣ ΕΡΓΑΤΩΝ ΔΙ᾽ ΕΠΙΣΚΕΥΑΣΙΝ ΚΑΠΝΩΝ [602, 527, 763, 546]
industry-row [265, 319, 439, 328]
price-cell: — [389, 327, 397, 335]
competition-body4: Διὰ τὴν πλήρωσιν μιᾶς θέσεως Γραφέως Β´ τάξεως. Ὁ Δήμαρχος Κερατσινίου ἔχοντες ὑπ᾽ ὄψει τὰς διατάξεις τοῦ ἄρθρου 1 τοῦ Ν.Δ. 1836/51 προκηρύσσομεν διαγωνισμὸν διὰ τὴν πλήρωσιν θέσεως γραφέως. [947, 749, 1118, 794]
price-cell: —0,60 [415, 169, 437, 177]
security-name: Φίξ [267, 335, 279, 344]
tax-p4c: Ἐπὶ τῶν προβληματισμῶν ποὺ δημιουργεῖ ἡ ἐφαρμογὴ τοῦ Ν.Δ. 3323)55 διετυπώθησαν αἱ ἀκόλουθοι παρατηρήσεις. Πρῶτον, ὁ τρόπος ὑπολογισμοῦ τοῦ φόρου ἐπὶ τῶν ἀποδοχῶν δὲν λαμβάνει ὑπ᾽ ὄψιν τὰς οἰκογενειακὰς βαρύνσεις. Δεύτερον, ἡ παρακράτησις γίνεται ἐπὶ τῶν ἀκαθαρίστων ἀποδοχῶν χωρὶς ἔκπτωσιν τῶν κρατήσεων ἀσφαλίσεως. [86, 1622, 331, 1676]
horse-rider-icon [947, 98, 1118, 133]
price-cell: — [389, 310, 397, 319]
price-cell: —1,20 [415, 285, 437, 294]
ad-country: (ΑΜΕΡΙΚΗΣ) [770, 1440, 828, 1450]
price-cell: 243 [357, 193, 371, 202]
industries-title: ΒΙΟΜΗΧΑΝΙΑΙ [265, 233, 439, 244]
ad-thessaloniki: ΘΕΣΣΙΝΙΚΗ: ΤΣΙΜΙΣΚΗ 29 - ΤΗΛ. 23-66 [755, 1653, 955, 1663]
price-cell: —3 [245, 362, 257, 371]
security-name: Ἀετός [267, 210, 287, 219]
kerkyra-body-e: Ὁ Ἀρχιεπίσκοπος ἀνεχώρησεν ἀμέσως μετὰ τὸ πέρας τῆς τελετῆς διὰ τὰς Ἀθήνας, ὅπου σήμερον θὰ γίνῃ ἡ ἐνθρόνισίς του εἰς τὸν Μητροπολιτικὸν Ναόν. [1346, 210, 1559, 236]
kerkyra-body-b: ΚΕΡΚΥΡΑ, 10. (Τοῦ ἀνταποκριτοῦ μας). — Ἐγένετο σήμερον εἰς τὰ Βασίλεια Ἀνάκτορα ἡ τελετὴ τῆς «διαβεβαιώσεως» τοῦ νέου Ἀρχιεπισκόπου Ἀθηνῶν κ. Θεοκλήτου ἐνώπιον τοῦ Βασιλέως Παύλου. Εἰς τὴν τελετὴν παρέστησαν ὁ Πρωθυπουργὸς κ. Καραμανλῆς, μέλη τῆς Ἱερᾶς Συνόδου καὶ αἱ ἀρχαὶ τῆς νήσου. [1126, 296, 1339, 350]
security-name: Ἑλλ. Χαλύβ. [267, 343, 310, 352]
bank-row [265, 211, 439, 220]
price-cell [398, 344, 439, 353]
industry-row [265, 294, 439, 303]
lost-title: ΑΠΩΛΕΣΘΗΣΑΝ [1000, 1033, 1065, 1042]
ad-brand: Gibson [730, 1400, 868, 1440]
unions-section [947, 961, 1118, 1087]
syndicate-date: Ἀθῆναι, 9 Αὐγούστου 1957 [688, 1064, 783, 1073]
ad-models-1: Τὰ μοντέλα [606, 1404, 711, 1426]
price-cell [398, 294, 439, 303]
tobacco-body6: Ἡ Ὁμοσπονδία ὑπέβαλεν ὑπόμνημα πρὸς τὴν Κυβέρνησιν διὰ τοῦ ὁποίου ζητεῖ ὅπως ληφθοῦν ὑπ᾽ ὄψιν αἱ ἀπόψεις τῶν καπνεμπόρων πρὸ τῆς ὁριστικῆς ψηφίσεως τοῦ σχεδίου. Τονίζεται ἐπίσης ὅτι ἡ κρατικὴ παρέμβασις πρέπει νὰ περιορισθῇ εἰς τὸν ἔλεγχον τῆς ποιότητος. [770, 319, 939, 373]
competition-subtitle: ΡΟΚΗΡΥΣΣΟΜΕΝ [997, 626, 1068, 635]
competition-sign: Ὁ Δήμαρχος Δ. ΜΙΧΑΗΛΙΔΗΣ [981, 854, 1118, 865]
unions-title: ΑΝΑΚΟΙΝΩΣΙΣ ΤΩΝ ΣΥΝΔΙΚΑΤΩΝ ΤΗΣ Η.Ε.Α.Π. [948, 964, 1117, 974]
students-section [775, 524, 939, 745]
syndicate-body4: Μετ᾽ ἀναμονὴν 45 ἡμερῶν ἀπὸ τῆς ὑπογραφῆς τῆς συλλογικῆς συμβάσεως τὸ Συνδικᾶτον καλεῖ ἅπαντας τοὺς ἐργαζομένους εἰς τὴν κατεργασίαν ξύλου ὅπως ἀπαιτήσουν παρὰ τῶν ἐργοδοτῶν των τὴν ἐφαρμογὴν τῶν νέων ἡμερομισθίων. Τὸ Συνδικᾶτον ἐπιφυλάσσεται νὰ λάβῃ κάθε νόμιμον μέτρον. [594, 998, 783, 1061]
tax-p5c: Τρίτον, αἱ ἐκπτώσεις διὰ τέκνα εἶναι ἀνεπαρκεῖς καὶ δὲν ἀνταποκρίνονται εἰς τὰς σημερινὰς συνθήκας. Τέταρτον, ἡ φορολόγησις τῶν ἐκτάκτων ἀμοιβῶν καὶ τῶν δώρων ἑορτῶν εἶναι ὑπερβολική καὶ πρέπει νὰ καταργηθῇ. [339, 811, 584, 847]
winner-item: 7η ἵππ.: «Ζαχ», «Ραμπίτ» [947, 247, 1037, 256]
tax-p8d: Τὸ ψήφισμα θὰ ἐπιδοθῇ εἰς τὸν Πρωθυπουργόν, τὸν Ὑπουργὸν τῶν Οἰκονομικῶν καὶ τοὺς ἀρχηγοὺς τῶν κομμάτων. Ἀποφασίσθη ἐπίσης ἡ σύγκλησις γενικῆς συνελεύσεως τῶν μελῶν ὅλων τῶν συλλόγων ἐντὸς τοῦ Σεπτεμβρίου. [339, 1574, 584, 1610]
syndicate-address: ΑΓΗΣΙΛΑΟΥ 19 – Τηλ. 54.247 [630, 776, 747, 784]
industry-row [265, 352, 439, 361]
price-cell: +2,08 [416, 260, 437, 269]
tax-section [86, 740, 586, 1973]
bank-row [265, 194, 439, 203]
banks-table [265, 169, 439, 227]
economy-subtitle: ΧΡΗΜΑΤΙΣΤΗΡΙΟΝ [153, 128, 373, 145]
price-cell [398, 328, 439, 336]
tax-p6: Ὁ Πρόεδρος τῆς Ἑνώσεως ἐτόνισεν ὅτι οἱ μισθωτοὶ εἶναι ἡ μόνη τάξις ἡ ὁποία φορολογεῖται ἐπὶ τοῦ πραγματικοῦ της εἰσοδήματος, ἐνῷ ἄλλαι κατηγορίαι φορολογουμένων διαφεύγουν σημαντικὸ μέρος τῶν ὑποχρεώσεών των. Διὰ τοῦτο ζητεῖται δικαιοτέρα κατανομὴ τῶν φορολογικῶν βαρῶν. [86, 1099, 331, 1144]
competition-body3: Διαγωνισμὸν διὰ τὴν πλήρωσιν μιᾶς κενῆς θέσεως Γραφέως Β´ τάξεως τοῦ κλάδου διοικητικῶν ὑπαλλήλων τοῦ Δήμου. Οἱ ἐνδιαφερόμενοι δέον νὰ ὑποβάλουν αἴτησιν μετὰ τῶν νομίμων δικαιολογητικῶν μέχρι τῆς 30ῆς Αὐγούστου 1957. [947, 692, 1118, 746]
loan-drachma-row [86, 346, 259, 355]
tax-p3c: Ἐξουσιοδοτήθη ἡ Ἐπιτροπὴ νὰ ὑποβάλῃ ὑπόμνημα πρὸς τὸν Ὑπουργὸν τῶν Οἰκονομικῶν διὰ τοῦ ὁποίου θὰ ζητῆται ἡ τροποποίησις τῶν διατάξεων. Ἡ Ἐπιτροπὴ συνεστήθη ἐκ τῶν προέδρων τῶν συλλόγων οἱ ὁποῖοι ἔλαβον μέρος εἰς τὴν σύσκεψιν. [339, 1090, 584, 1127]
bank-row [265, 219, 439, 227]
loan-fx-row [86, 185, 259, 194]
workers-body2: Ἀπὸ ἀπαντήσεις εἰς τὰς ἐπιστολὰς τοῦ Ἐθνικοῦ Συνδικάτου Καπνεργατῶν προκύπτει ὅτι ἡ πρόσληψις ἐργατῶν δι᾽ ἐπισκευασίαν καπνῶν θὰ γίνῃ συμφώνως πρὸς τὰς ἰσχυούσας διατάξεις. [594, 587, 771, 624]
security-name: Ἄλλας [267, 243, 289, 252]
price-cell: 1660 [353, 169, 371, 177]
price-cell [398, 278, 439, 286]
price-cell: 149 [171, 219, 184, 227]
kerkyra-body-d: ΚΕΡΚΥΡΑ, 10. (Τοῦ ἀνταποκριτοῦ μας). — Ἐγένετο σήμερον εἰς τὰ Βασίλεια Ἀνάκτορα ἡ τελετὴ τῆς «διαβεβαιώσεως» τοῦ νέου Ἀρχιεπισκόπου Ἀθηνῶν κ. Θεοκλήτου ἐνώπιον τοῦ Βασιλέως Παύλου. Εἰς τὴν τελετὴν παρέστησαν ὁ Πρωθυπουργὸς κ. Καραμανλῆς, μέλη τῆς Ἱερᾶς Συνόδου καὶ αἱ ἀρχαὶ τῆς νήσου. [1126, 383, 1339, 437]
security-name: Ἐθνικῆς Τραπ. [267, 177, 319, 185]
syndicate-sub: ΑΝΑΚΟΙΝΩΣΙΣ [657, 787, 720, 797]
tax-p7b: Κατόπιν τούτου ἐνεκρίθη ψήφισμα διὰ τοῦ ὁποίου ζητεῖται: 1) Αὔξησις τοῦ ἀφορολογήτου ὁρίου. 2) Ἔκπτωσις τῶν κρατήσεων ἀσφαλίσεως πρὸ τοῦ ὑπολογισμοῦ τοῦ φόρου. 3) Αὔξησις τῶν ἐκπτώσεων διὰ τέκνα. 4) Ἀπαλλαγὴ τῶν δώρων ἑορτῶν ἐκ τοῦ φόρου. 5) Ἀπλούστευσις τῶν διαδικασιῶν δηλώσεως. [86, 1535, 331, 1580]
sailors-title: ΟΙ ΤΕΣΣΑΡΕΣ ΝΑΥΑΓΟΙ ΤΟΥ «ΕΛΕΝΙΤΑ» ΕΦΘΑΣΑΝ ΕΙΣ ΑΛΕΞΑΝΔΡΟΥΠΟΛΙΝ [956, 456, 1109, 476]
tax-p5: Τρίτον, αἱ ἐκπτώσεις διὰ τέκνα εἶναι ἀνεπαρκεῖς καὶ δὲν ἀνταποκρίνονται εἰς τὰς σημερινὰς συνθήκας. Τέταρτον, ἡ φορολόγησις τῶν ἐκτάκτων ἀμοιβῶν καὶ τῶν δώρων ἑορτῶν εἶναι ὑπερβολική καὶ πρέπει νὰ καταργηθῇ. [86, 1060, 331, 1096]
students-body2: Ἡ Ἑλληνικὴ Κοινότης τῆς Βραζιλίας προσφέρει φιλοξενίαν εἰς Ἕλληνας σπουδαστὰς οἱ ὁποῖοι ἐπιθυμοῦν νὰ συνεχίσουν τὰς σπουδάς των εἰς τὰ Πανεπιστήμια τῆς χώρας. [775, 596, 939, 641]
tax-p9: Διευκρινίζεται μετὰ πλείστης τιμῆς ὅτι ἡ κίνησις αὕτη δὲν ἔχει κομματικὸν χαρακτῆρα ἀλλ᾽ ἀποβλέπει ἀποκλειστικῶς εἰς τὴν προάσπισιν τῶν συμφερόντων τῶν μισθωτῶν. [86, 1235, 331, 1262]
winners-list [947, 194, 1118, 257]
bank-row [265, 202, 439, 211]
tax-p4e: Ἐπὶ τῶν προβληματισμῶν ποὺ δημιουργεῖ ἡ ἐφαρμογὴ τοῦ Ν.Δ. 3323)55 διετυπώθησαν αἱ ἀκόλουθοι παρατηρήσεις. Πρῶτον, ὁ τρόπος ὑπολογισμοῦ τοῦ φόρου ἐπὶ τῶν ἀποδοχῶν δὲν λαμβάνει ὑπ᾽ ὄψιν τὰς οἰκογενειακὰς βαρύνσεις. Δεύτερον, ἡ παρακράτησις γίνεται ἐπὶ τῶν ἀκαθαρίστων ἀποδοχῶν χωρὶς ἔκπτωσιν τῶν κρατήσεων ἀσφαλίσεως. [339, 1342, 584, 1396]
syndicate-section [594, 749, 783, 1350]
sport-body2: Ἔφθασαν ἤδη ἐκ τοῦ ἐξωτερικοῦ οἱ πρῶτοι ξένοι τενίσται καὶ συνεχίζουν τὴν προπόνησίν των. Ἡ ὀργανωτικὴ ἐπιτροπὴ ἀνεκοίνωσεν ὅτι θὰ ληφθοῦν ὅλα τὰ μέτρα διὰ τὴν ἄνετον παρακολούθησιν τῶν ἀγώνων ὑπὸ τοῦ κοινοῦ. [448, 239, 587, 302]
industry-row [265, 302, 439, 311]
price-cell: — [389, 319, 397, 328]
price-cell: 280 [353, 352, 367, 361]
price-cell: — [226, 371, 233, 379]
kerkyra-title: ΕΓΕΝΕΤΟ ΧΘΕΣ ΕΙΣ ΤΗΝ ΚΕΡΚΥΡΑΝ Η ΤΕΛΕΤΗ ΤΗΣ «ΔΙΑΒΕΒΑΙΩΣΕΩΣ» ΤΟΥ ΝΕΟΥ ΑΡΧΙΕΠΙΣΚΟΠΟΥ ΑΘΗΝΩΝ [1126, 126, 1546, 191]
price-cell: — [389, 243, 397, 252]
price-cell: 319 [357, 210, 371, 219]
refrigerator-illustration [757, 1456, 953, 1593]
tobacco-title: Η ΚΑΠΝΕΜΠΟΡΙΚΗ ΟΜΟΣΠΟΝΔΙΑ ΚΑΤΑ ΤΗΣ ΑΝΑΔΙΟΡΓΑΝΩΣΕΩΣ ΤΟΥ ΑΥΤ. ΟΡΓΑΝΙΣΜΟΥ ΚΑΠΝΟΥ [594, 98, 939, 164]
service-text: Ἀξιοποίησις καὶ διαχείρισις ἀκινήτων μὲ ταχείαν αὔξησιν εἰσοδήματος. [1126, 1541, 1434, 1551]
industry-row [265, 344, 439, 353]
price-cell: 1650 [382, 169, 401, 177]
kerkyra-sub4: ΠΡΟΣΚΛΗΣΙΣ ΔΗΜΗΤΣΑΝΙΤΩΝ [1382, 382, 1524, 393]
tax-p3d: Ἐξουσιοδοτήθη ἡ Ἐπιτροπὴ νὰ ὑποβάλῃ ὑπόμνημα πρὸς τὸν Ὑπουργὸν τῶν Οἰκονομικῶν διὰ τοῦ ὁποίου θὰ ζητῆται ἡ τροποποίησις τῶν διατάξεων. Ἡ Ἐπιτροπὴ συνεστήθη ἐκ τῶν προέδρων τῶν συλλόγων οἱ ὁποῖοι ἔλαβον μέρος εἰς τὴν σύσκεψιν. [339, 1535, 584, 1571]
loan-fx-row [86, 169, 259, 177]
oap-sub: ΔΙΑΚΗΡΥΞΙΣ ΜΙΣΘΩΣΕΩΣ ΓΡΑΦΕΙΩΝ [791, 1027, 938, 1036]
industry-row [265, 269, 439, 278]
sport-sub3: ΑΓΩΝΕΣ ΣΤΙΒΟΥ [484, 379, 551, 388]
price-cell: — [393, 202, 401, 211]
workers-body: Ἀπὸ ἀπαντήσεις εἰς τὰς ἐπιστολὰς τοῦ Ἐθνικοῦ Συνδικάτου Καπνεργατῶν προκύπτει ὅτι ἡ πρόσληψις ἐργατῶν δι᾽ ἐπισκευασίαν καπνῶν θὰ γίνῃ συμφώνως πρὸς τὰς ἰσχυούσας διατάξεις. [594, 548, 771, 584]
tax-p7d: Κατόπιν τούτου ἐνεκρίθη ψήφισμα διὰ τοῦ ὁποίου ζητεῖται: 1) Αὔξησις τοῦ ἀφορολογήτου ὁρίου. 2) Ἔκπτωσις τῶν κρατήσεων ἀσφαλίσεως πρὸ τοῦ ὑπολογισμοῦ τοῦ φόρου. 3) Αὔξησις τῶν ἐκπτώσεων διὰ τέκνα. 4) Ἀπαλλαγὴ τῶν δώρων ἑορτῶν ἐκ τοῦ φόρου. 5) Ἀπλούστευσις τῶν διαδικασιῶν δηλώσεως. [339, 1169, 584, 1214]
price-cell [403, 219, 439, 227]
lost-body: Κουμπιὰ ἐπιμελείας ἐνὸς πρόβατου ἀπωλέσθησαν χθὲς εἰς τὴν ὁδὸν Σταδίου. Ὁ εὑρὼν παρακαλεῖται νὰ τὰ παραδώσῃ εἰς τὰ γραφεῖα τῆς ἐφημερίδος. [947, 1041, 1118, 1078]
security-name: Λαμφρεύς [267, 302, 302, 311]
price-cell: 19,5 [351, 252, 367, 261]
tax-p2b: Ἐπὶ τῶν φορολογικῶν κλιμάκων ἐγένετο εὐρεῖα συζήτησις καὶ ἐτονίσθη ἡ ἀνάγκη ἀναθεωρήσεως τῶν ἀφορολογήτων ὁρίων. Οἱ ὁμιληταὶ ὑπεστήριξαν ὅτι τὸ ἀφορολόγητον ποσὸν πρέπει νὰ αὐξηθῇ ἀναλόγως τῆς αὐξήσεως τοῦ κόστους ζωῆς. [86, 1313, 331, 1348]
price-cell: — [226, 354, 233, 363]
bank-row [265, 177, 439, 186]
building-address: ΑΚΑΔΗΜΙΑΣ 96 — ΠΛ. ΚΑΝΙΓΓΟΣ - Β´ & Γ´ ΟΡΟΦΟΣ ΤΗΛ. 20.512 & 23.249 [1126, 1423, 1559, 1443]
service-text: Διαμερίσματα εἰς πολυκατοικίας ἐντὸς καὶ ἐκτὸς τῶν Ἀθηνῶν. Πωλήσεις μὲ καταβολὴν ἐντὸς ἔτους 30 ἕως 60%, ἤτοι 30, 40, 50 χιλ. δρχ. καὶ ἄνω. Ἐξόφλησις μὲ ἐτησίαν τόκον 10% ἐντὸς 60—50 μηνῶν. [1126, 1460, 1559, 1491]
service-text: Ἀνοικοδόμησις ἀτομικῶν ἰδιοκτησιῶν μὲ πίστωσιν τοῦ ἥμισεος τοῦ κόστους κατασκευῆς, ἐξοφλητέον ἐντὸς 25 ἕως 50 μηνῶν. Καταβολὴ ἐπὶ ἑβδομάδι 70 χιλ. δρχ. καὶ ἄνω. [1126, 1505, 1559, 1527]
industry-row [265, 328, 439, 336]
security-name: Ὑδρευσις [88, 354, 122, 363]
syndicate-body: Μετ᾽ ἀναμονὴν 45 ἡμερῶν ἀπὸ τῆς ὑπογραφῆς τῆς συλλογικῆς συμβάσεως τὸ Συνδικᾶτον καλεῖ ἅπαντας τοὺς ἐργαζομένους εἰς τὴν κατεργασίαν ξύλου ὅπως ἀπαιτήσουν παρὰ τῶν ἐργοδοτῶν των τὴν ἐφαρμογὴν τῶν νέων ἡμερομισθίων. Τὸ Συνδικᾶτον ἐπιφυλάσσεται νὰ λάβῃ κάθε νόμιμον μέτρον. [594, 799, 783, 863]
oman-body2: Εἰς τὰ Ἡνωμένα Ἔθνη ἡ ἀραβικὴ ὁμὰς ζητεῖ τὴν ἐγγραφὴν τοῦ ζητήματος εἰς τὴν ἡμερησίαν διάταξιν τοῦ Συμβουλίου Ἀσφαλείας. Ἡ Βρεταννία ἀντιτίθεται ὑποστηρίζουσα ὅτι πρόκειται περὶ ἐσωτερικοῦ ζητήματος τοῦ Σουλτανάτου. [1126, 990, 1339, 1036]
kerkyra-body5: Ὁ Σύλλογος «Ἀδελφότης Δημητσανιτῶν» καλεῖ τὰ μέλη του νὰ παραστοῦν εἰς τὴν τελετὴν ἐνθρονίσεως τοῦ συμπατριώτου των Ἀρχιεπισκόπου. [1346, 393, 1559, 420]
price-cell: 141 [353, 335, 367, 344]
